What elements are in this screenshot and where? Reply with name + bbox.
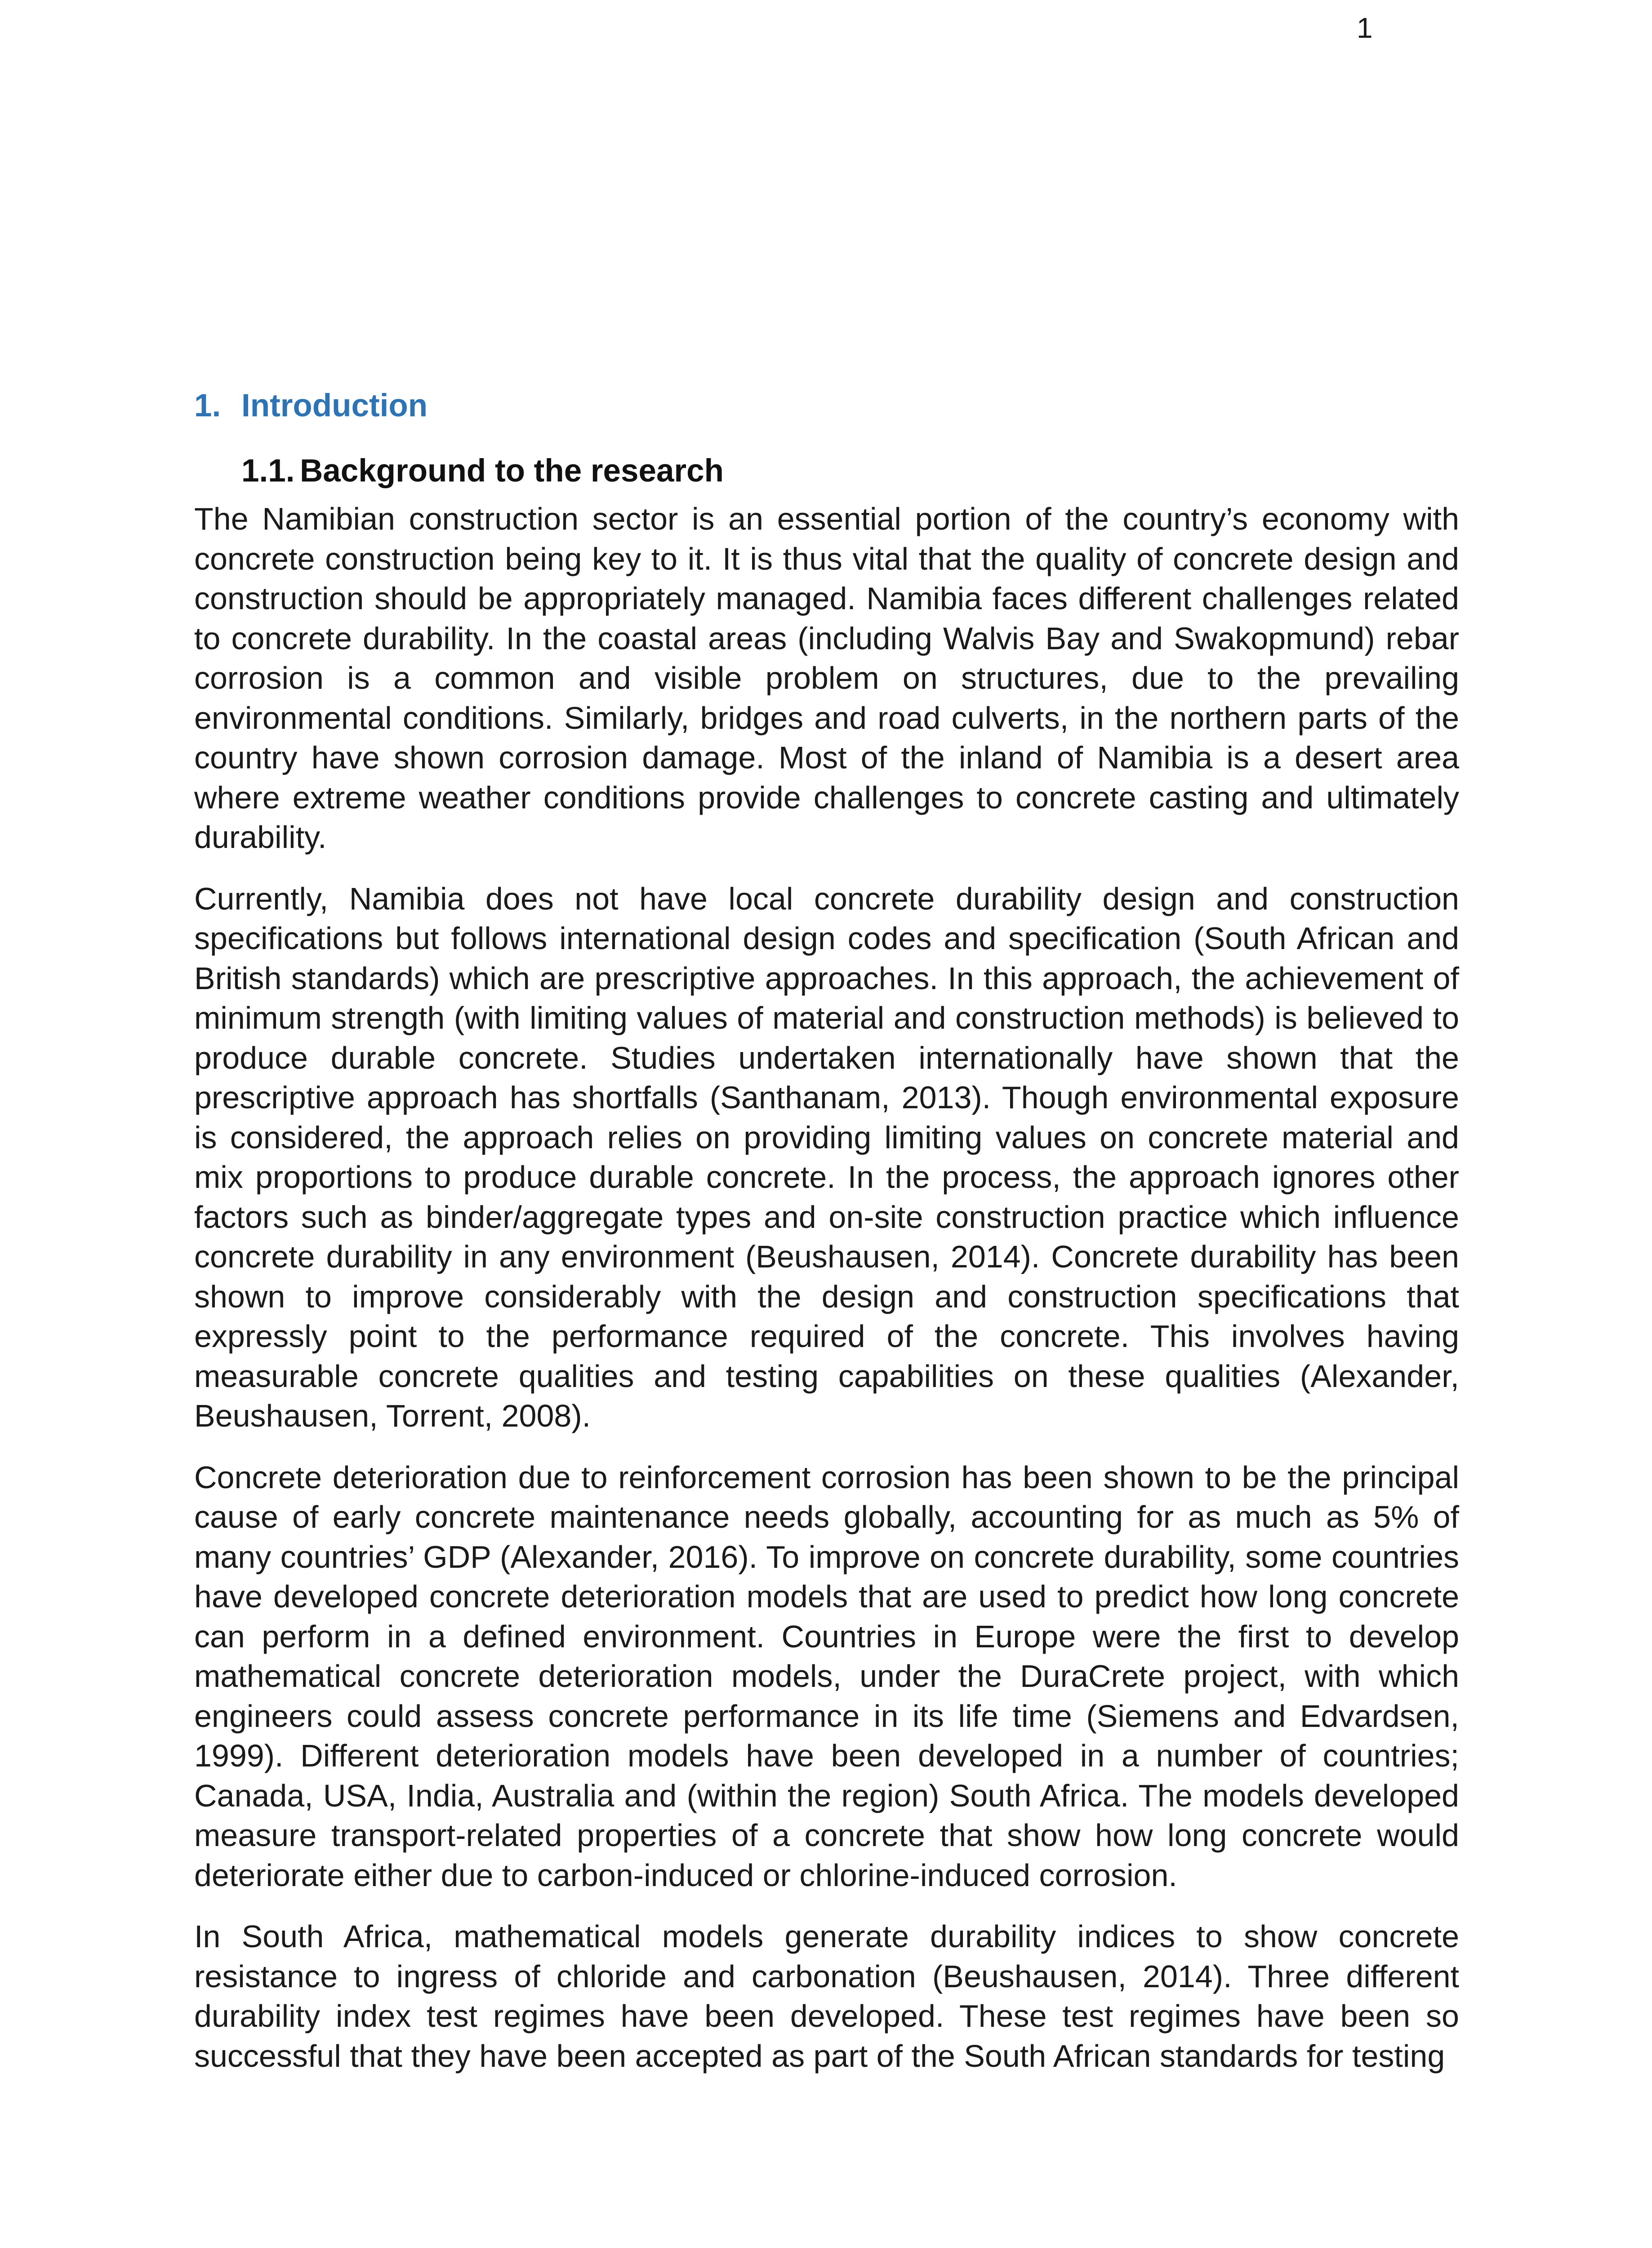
section-number: 1. bbox=[194, 388, 221, 424]
paragraph-2: Currently, Namibia does not have local concrete durability design and construction specifications but follows international design codes and specification (South African and British standards) which are prescriptive approaches. In this approach, the achievement of minimum strength (with limiting values of material and construction methods) is believed to produce durable concrete. Studies undertaken internationally have shown that the prescriptive approach has shortfalls (Santhanam, 2013). Though environmental exposure is considered, the approach relies on providing limiting values on concrete material and mix proportions to produce durable concrete. In the process, the approach ignores other factors such as binder/aggregate types and on-site construction practice which influence concrete durability in any environment (Beushausen, 2014). Concrete durability has been shown to improve considerably with the design and construction specifications that expressly point to the performance required of the concrete. This involves having measurable concrete qualities and testing capabilities on these qualities (Alexander, Beushausen, Torrent, 2008). bbox=[194, 881, 1459, 1434]
subsection-title: Background to the research bbox=[300, 453, 724, 489]
page-content bbox=[194, 387, 1459, 2097]
section-heading bbox=[194, 387, 1459, 425]
paragraph-4: In South Africa, mathematical models generate durability indices to show concrete resistance to ingress of chloride and carbonation (Beushausen, 2014). Three different durability index test regimes have been developed. These test regimes have been so successful that they have been accepted as part of the South African standards for testing bbox=[194, 1919, 1459, 2074]
subsection-number: 1.1. bbox=[241, 453, 295, 489]
page-number: 1 bbox=[1357, 12, 1373, 44]
section-title: Introduction bbox=[241, 388, 428, 424]
paragraph-1: The Namibian construction sector is an essential portion of the country’s economy with concrete construction being key to it. It is thus vital that the quality of concrete design and construction should be appropriately managed. Namibia faces different challenges related to concrete durability. In the coastal areas (including Walvis Bay and Swakopmund) rebar corrosion is a common and visible problem on structures, due to the prevailing environmental conditions. Similarly, bridges and road culverts, in the northern parts of the country have shown corrosion damage. Most of the inland of Namibia is a desert area where extreme weather conditions provide challenges to concrete casting and ultimately durability. bbox=[194, 501, 1459, 855]
subsection-heading bbox=[194, 452, 1459, 490]
paragraph-3: Concrete deterioration due to reinforcement corrosion has been shown to be the principal cause of early concrete maintenance needs globally, accounting for as much as 5% of many countries’ GDP (Alexander, 2016). To improve on concrete durability, some countries have developed concrete deterioration models that are used to predict how long concrete can perform in a defined environment. Countries in Europe were the first to develop mathematical concrete deterioration models, under the DuraCrete project, with which engineers could assess concrete performance in its life time (Siemens and Edvardsen, 1999). Different deterioration models have been developed in a number of countries; Canada, USA, India, Australia and (within the region) South Africa. The models developed measure transport-related properties of a concrete that show how long concrete would deteriorate either due to carbon-induced or chlorine-induced corrosion. bbox=[194, 1459, 1459, 1893]
